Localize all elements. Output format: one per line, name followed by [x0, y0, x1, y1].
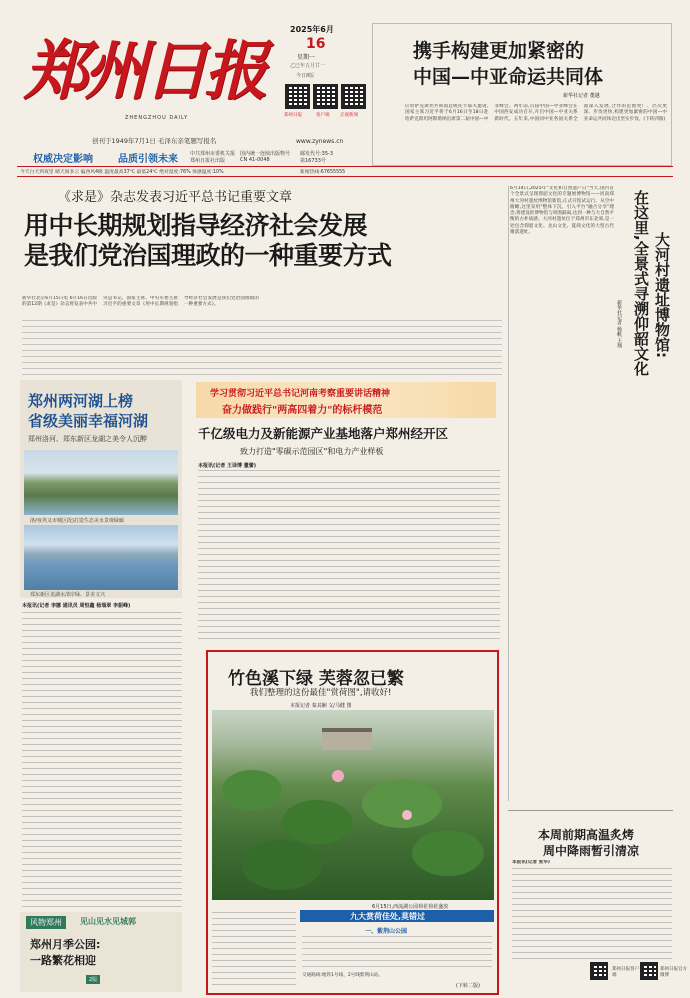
bottom-left-page[interactable]: 2版 [86, 975, 100, 984]
lotus-leaf [362, 780, 442, 828]
slogan-1: 权威决定影响 [33, 154, 93, 165]
side-feature-byline: 新华社记者 杨帆 王翔 [616, 300, 622, 349]
lotus-box-title[interactable]: 九大赏荷佳处,莫错过 [350, 912, 426, 921]
qr-label-1: 郑州日报 [284, 113, 302, 118]
publisher-2: 郑州日报社出版 [190, 158, 226, 164]
lotus-byline: 本报记者 秦其娴 文/马健 图 [290, 703, 352, 709]
top-story-body: 应哈萨克斯坦共和国总统托卡耶夫邀请,国家主席习近平将于6月16日至18日赴哈萨克斯坦阿斯塔纳出席第二届中国—中亚峰会。两年前,首届中国—中亚峰会在中国西安成功召开,开启中国—中亚关系新时代。五年来,中国同中亚各国关系全面深入发展,合作的范围更广、层次更深、步伐更快,构建更加紧密的中国—中亚命运共同体迈出坚实步伐。(下转四版) [405, 104, 667, 122]
bottom-left-title-2[interactable]: 一路繁花相迎 [30, 954, 96, 967]
cn-number: CN 41-0048 [240, 157, 270, 163]
top-story-title-2[interactable]: 中国—中亚命运共同体 [413, 66, 604, 88]
badge-label-1: 郑州日报客户端 [612, 967, 639, 978]
hotline: 新闻热线:67655555 [300, 170, 346, 175]
column-tag-2: 见山见水见城郭 [80, 917, 136, 926]
side-feature-title[interactable]: 在这里,全景式寻溯仰韶文化 [632, 190, 650, 376]
qr-code-1[interactable] [285, 84, 310, 109]
date-lunar: 乙巳年五月廿一 [290, 63, 326, 69]
side-feature-body: 6月14日,2025年"文化和自然遗产日"当天,国内首个全景式呈现仰韶文化的专题展博物馆——河南郑州大河村遗址博物馆新馆,正式开馆试运行。从空中俯瞰,这里采用"整体下沉、引入平台"融合分享"理念,将建设的博物馆与周围隔离,达到一种与大自然平衡的古朴质感。大河村遗址位于郑州市东北郊,是一处包含仰韶文化、龙山文化、夏商文化的大型古代聚落遗址。 [510, 186, 614, 236]
website[interactable]: www.zynews.cn [296, 138, 344, 145]
top-story-byline: 新华社记者 董越 [563, 93, 600, 99]
qr-label-3: 正观新闻 [340, 113, 358, 118]
date-year-month: 2025年6月 [290, 25, 334, 34]
lotus-flower [332, 770, 344, 782]
headline-body-lines [22, 320, 502, 378]
lotus-box-body [302, 936, 492, 970]
qr-label-2: 客户端 [316, 113, 330, 118]
weather-bar: 今天白天到夜里 晴天间多云 偏西风4级 温度最高37℃ 最低24℃ 绝对湿度:76% 体感温度:10% [20, 170, 224, 175]
power-subtitle: 致力打造"零碳示范园区"和电力产业样板 [240, 447, 384, 456]
badge-qr-1[interactable] [590, 962, 608, 980]
badge-qr-2[interactable] [640, 962, 658, 980]
heat-title-1[interactable]: 本周前期高温炙烤 [538, 828, 635, 842]
lotus-leaf [242, 840, 322, 890]
headline-kicker: 《求是》杂志发表习近平总书记重要文章 [58, 190, 293, 205]
top-story-box [372, 23, 672, 166]
lotus-box-sub: 一、紫荆山公园 [365, 928, 408, 935]
lotus-title[interactable]: 竹色溪下绿 芙蓉忽已繁 [228, 669, 404, 689]
lotus-continue[interactable]: (下转二版) [456, 983, 480, 989]
publisher: 中共郑州市委机关报 [190, 151, 236, 157]
headline-title-1[interactable]: 用中长期规划指导经济社会发展 [24, 211, 368, 240]
lotus-subtitle: 我们整理的这份最佳"赏荷图",请收好! [250, 688, 392, 698]
date-day: 16 [306, 36, 326, 52]
lotus-leaf [282, 800, 352, 844]
power-body [198, 470, 500, 642]
lakes-body [22, 612, 182, 907]
slogan-2: 品质引领未来 [118, 154, 178, 165]
newspaper-pinyin: ZHENGZHOU DAILY [125, 115, 189, 121]
qr-code-2[interactable] [313, 84, 338, 109]
lotus-transport: 交通路线:地铁1号线、2号线紫荆山站。 [302, 973, 383, 978]
lakes-subtitle: 郑州洛河、郑东新区龙湖之美令人沉醉 [28, 435, 147, 443]
badge-label-2: 郑州日报官方微博 [660, 967, 687, 978]
top-story-title-1[interactable]: 携手构建更加紧密的 [413, 40, 585, 62]
caption-longhu: 郑东新区龙湖水清岸绿、景美文兴 [30, 592, 106, 598]
lakes-byline: 本报讯(记者 李娜 通讯员 周恒鑫 杨瑞翠 李振峰) [22, 603, 131, 609]
headline-body: 新华社北京6月15日电 6月16日出版的第12期《求是》杂志将发表中共中央总书记、国家主席、中央军委主席习近平的重要文章《用中长期规划指导经济社会发展是我们党治国理政的一种重要方式》。 [22, 296, 259, 308]
lotus-leaf [412, 830, 484, 876]
lotus-leaf [222, 770, 282, 810]
lotus-caption: 6月15日,西流湖公园荷花荷花盛放 [372, 904, 449, 910]
side-feature-rule [508, 186, 509, 801]
date-weekday: 星期一 [297, 54, 316, 61]
lotus-body [212, 912, 296, 990]
page-count: 今日8版 [296, 73, 315, 79]
issue-label: 邮发代号:35-3 [300, 151, 334, 157]
lakes-title-1[interactable]: 郑州两河湖上榜 [28, 392, 134, 410]
heat-title-2[interactable]: 周中降雨暂引清凉 [543, 844, 640, 858]
slogan-banner-line1: 学习贯彻习近平总书记河南考察重要讲话精神 [210, 389, 391, 399]
founded-line: 创刊于1949年7月1日 毛泽东亲笔题写报名 [92, 137, 217, 145]
power-byline: 本报讯(记者 王译博 董蕾) [198, 463, 257, 469]
qr-code-3[interactable] [341, 84, 366, 109]
issue-number: 第16733号 [300, 158, 326, 164]
slogan-banner-line2: 奋力做践行"两高四着力"的标杆模范 [222, 405, 383, 416]
lotus-photo [212, 710, 494, 900]
pavilion [322, 728, 372, 750]
lakes-title-2[interactable]: 省级美丽幸福河湖 [28, 412, 149, 430]
newspaper-logo: 郑州日报 [20, 34, 279, 109]
caption-luohe: 洛河(巩义市城区段)打造生态美水景观绿廊 [30, 518, 124, 524]
headline-title-2[interactable]: 是我们党治国理政的一种重要方式 [24, 241, 392, 270]
heat-body [512, 868, 672, 960]
heat-byline: 本报讯(记者 张华) [512, 860, 550, 865]
lotus-flower [402, 810, 412, 820]
power-title[interactable]: 千亿级电力及新能源产业基地落户郑州经开区 [198, 426, 449, 441]
photo-longhu [24, 525, 178, 590]
column-tag: 风物郑州 [26, 916, 66, 929]
side-feature-subtitle[interactable]: 大河村遗址博物馆: [653, 232, 671, 358]
photo-luohe [24, 450, 178, 515]
bottom-left-title-1[interactable]: 郑州月季公园: [30, 938, 101, 951]
cn-label: 国内统一连续出版物号 [240, 151, 291, 157]
